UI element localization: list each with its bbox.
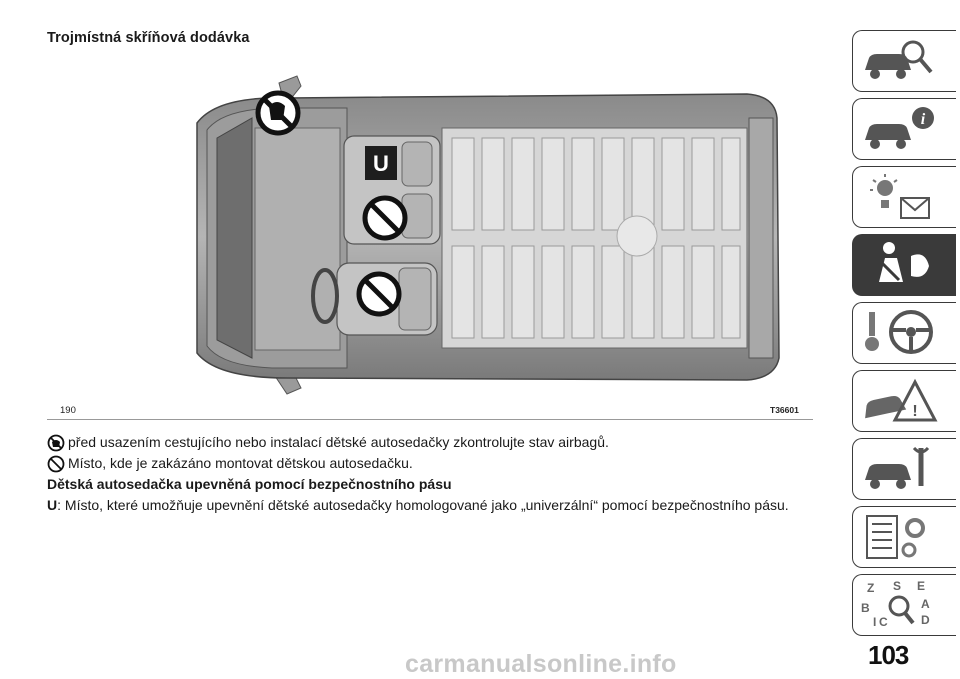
car-warning-triangle-icon	[859, 374, 939, 428]
tab-car-search[interactable]	[852, 30, 956, 92]
alphabet-magnifier-icon	[859, 578, 939, 632]
section-title: Trojmístná skříňová dodávka	[47, 30, 250, 46]
note-universal	[47, 495, 817, 516]
body-text	[47, 432, 817, 516]
page-number: 103	[868, 640, 909, 670]
tab-lights-messages[interactable]	[852, 166, 956, 228]
tab-emergency[interactable]	[852, 370, 956, 432]
tab-technical-data[interactable]	[852, 506, 956, 568]
svg-text:Z: Z	[867, 581, 875, 595]
warning-light-envelope-icon	[859, 170, 939, 224]
note-text: před usazením cestujícího nebo instalací dětské autosedačky zkontrolujte stav airbagů.	[68, 434, 609, 450]
svg-text:i: i	[920, 111, 926, 128]
airbag-seat-warning-icon	[258, 93, 298, 133]
svg-text:A: A	[921, 597, 930, 611]
figure-code: T36601	[770, 405, 799, 415]
note-airbag	[47, 432, 817, 453]
svg-text:S: S	[893, 579, 902, 593]
svg-text:E: E	[917, 579, 926, 593]
seat-u-label: U	[373, 151, 389, 176]
note-prohibited	[47, 453, 817, 474]
car-magnifier-icon	[859, 34, 939, 88]
tab-index[interactable]	[852, 574, 956, 636]
svg-text:D: D	[921, 613, 930, 627]
tab-maintenance[interactable]	[852, 438, 956, 500]
seatbelt-airbag-icon	[859, 238, 939, 292]
svg-text:B: B	[861, 601, 870, 615]
key-steering-wheel-icon	[859, 306, 939, 360]
car-info-icon	[859, 102, 939, 156]
u-letter: U	[47, 497, 58, 513]
prohibited-icon	[365, 198, 405, 238]
car-wrench-icon	[859, 442, 939, 496]
van-top-view-figure	[47, 58, 813, 420]
tab-car-info[interactable]	[852, 98, 956, 160]
tab-safety[interactable]	[852, 234, 956, 296]
prohibited-icon	[359, 274, 399, 314]
prohibited-icon	[47, 455, 65, 473]
note-text: Místo, kde je zakázáno montovat dětskou autosedačku.	[68, 455, 413, 471]
svg-text:I: I	[873, 615, 877, 629]
svg-text:!: !	[912, 403, 918, 420]
airbag-seat-warning-icon	[47, 434, 65, 452]
figure-number: 190	[60, 405, 76, 416]
list-gears-icon	[859, 510, 939, 564]
svg-text:C: C	[879, 615, 888, 629]
note-text: : Místo, které umožňuje upevnění dětské autosedačky homologované jako „univerzální“ pomocí bezpečnostního pásu.	[57, 497, 789, 513]
watermark: carmanualsonline.info	[405, 650, 677, 678]
subheading: Dětská autosedačka upevněná pomocí bezpečnostního pásu	[47, 476, 452, 492]
tab-driving[interactable]	[852, 302, 956, 364]
figure-divider	[47, 419, 813, 420]
